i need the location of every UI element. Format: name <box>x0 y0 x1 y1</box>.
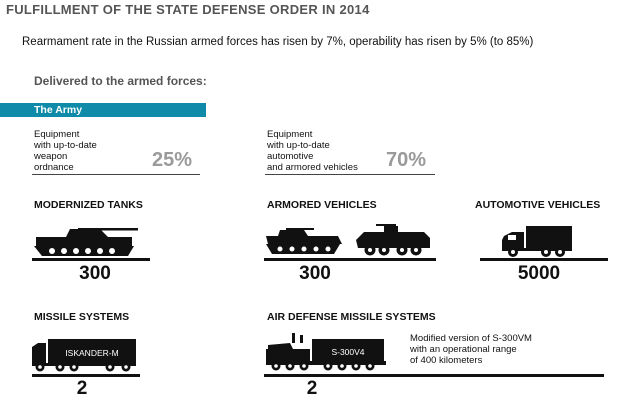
weapon-rate-line: with up-to-date <box>34 140 97 151</box>
s300-note-line: of 400 kilometers <box>410 355 483 366</box>
air-defense-launcher-icon <box>264 331 392 373</box>
tanks-ground-line <box>32 258 150 261</box>
infographic-title: FULFILLMENT OF THE STATE DEFENSE ORDER IN 2014 <box>6 2 370 17</box>
army-section-label: The Army <box>34 104 83 116</box>
vehicle-rate-description <box>267 129 358 173</box>
weapon-rate-line: ordnance <box>34 162 74 173</box>
air-defense-ground-line <box>264 374 604 377</box>
delivered-label: Delivered to the armed forces: <box>34 74 207 88</box>
vehicle-rate-line: Equipment <box>267 129 313 140</box>
tanks-category: MODERNIZED TANKS <box>34 199 143 211</box>
tank-icon <box>30 222 142 258</box>
weapon-rate-line: weapon <box>34 151 68 162</box>
missile-category: MISSILE SYSTEMS <box>34 311 130 323</box>
automotive-ground-line <box>480 258 608 261</box>
vehicle-rate-line: automotive <box>267 151 314 162</box>
weapon-rate-underline <box>32 174 200 175</box>
army-section-bar <box>0 103 206 117</box>
vehicle-rate-line: and armored vehicles <box>267 162 358 173</box>
armored-vehicle-icon <box>264 224 344 258</box>
vehicle-rate-line: with up-to-date <box>267 140 330 151</box>
s300-note-line: with an operational range <box>410 344 517 355</box>
weapon-rate-percent: 25% <box>152 149 193 171</box>
vehicle-rate-underline <box>265 174 435 175</box>
armored-count: 300 <box>299 263 331 284</box>
missile-ground-line <box>32 374 140 377</box>
weapon-rate-description <box>34 129 97 173</box>
truck-icon <box>500 224 576 258</box>
automotive-category: AUTOMOTIVE VEHICLES <box>475 199 601 211</box>
infographic-subtitle: Rearmament rate in the Russian armed forces has risen by 7%, operability has risen by 5% (to 85%) <box>22 36 534 48</box>
apc-icon <box>354 222 434 258</box>
missile-launcher-icon <box>30 337 138 373</box>
weapon-rate-line: Equipment <box>34 129 80 140</box>
air-defense-category: AIR DEFENSE MISSILE SYSTEMS <box>267 311 436 323</box>
tanks-count: 300 <box>79 263 111 284</box>
missile-count: 2 <box>76 378 88 399</box>
iskander-label: ISKANDER-M <box>65 348 119 358</box>
vehicle-rate-percent: 70% <box>386 149 427 171</box>
armored-ground-line <box>264 258 436 261</box>
s300-note-line: Modified version of S-300VM <box>410 333 532 344</box>
s300-label: S-300V4 <box>331 347 365 357</box>
armored-category: ARMORED VEHICLES <box>267 199 377 211</box>
air-defense-count: 2 <box>306 378 318 399</box>
automotive-count: 5000 <box>517 263 561 284</box>
s300-note <box>410 333 532 366</box>
